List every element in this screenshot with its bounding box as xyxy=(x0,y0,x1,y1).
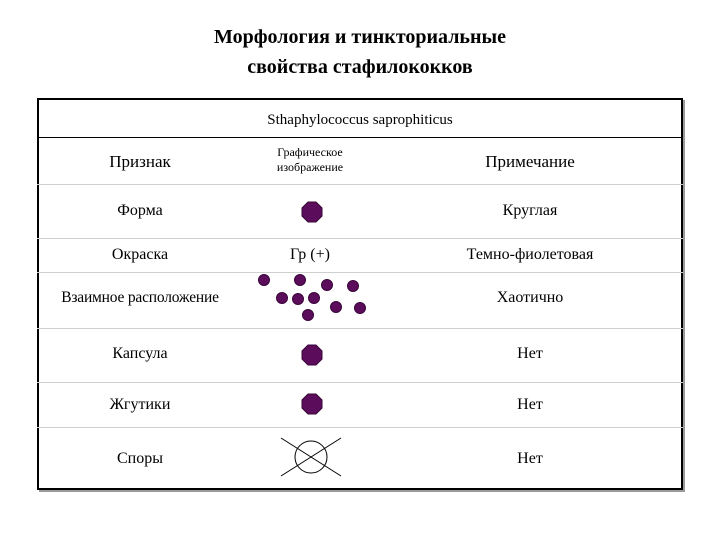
coccus-cell xyxy=(295,275,306,286)
table-divider xyxy=(37,137,683,138)
row-feature: Споры xyxy=(117,450,163,467)
row-note: Нет xyxy=(517,450,543,467)
coccus-cell xyxy=(303,310,314,321)
crossed-out-spore-icon xyxy=(279,436,343,478)
cocci-single-icon xyxy=(301,393,323,415)
coccus-cell xyxy=(331,302,342,313)
row-feature: Окраска xyxy=(111,246,169,263)
coccus-cell xyxy=(259,275,270,286)
coccus-cell xyxy=(355,303,366,314)
coccus-cell xyxy=(293,294,304,305)
header-feature: Признак xyxy=(109,152,171,171)
header-graphic-line-2: изображение xyxy=(276,160,344,174)
coccus-cell xyxy=(277,293,288,304)
table-divider xyxy=(37,382,683,383)
coccus-cell xyxy=(348,281,359,292)
row-feature: Капсула xyxy=(112,345,168,362)
row-note: Круглая xyxy=(502,202,558,219)
species-name: Sthaphylococcus saprophiticus xyxy=(267,112,453,128)
row-feature: Взаимное расположение xyxy=(61,289,219,306)
header-note: Примечание xyxy=(485,152,575,171)
gram-stain-value: Гр (+) xyxy=(290,246,330,263)
coccus-cell xyxy=(309,293,320,304)
row-feature: Жгутики xyxy=(109,396,171,413)
table-divider xyxy=(37,238,683,239)
header-graphic-line-1: Графическое xyxy=(277,145,343,159)
row-note: Нет xyxy=(517,396,543,413)
table-divider xyxy=(37,328,683,329)
table-divider xyxy=(37,184,683,185)
row-note: Темно-фиолетовая xyxy=(466,246,594,263)
cocci-single-icon xyxy=(301,344,323,366)
header-graphic xyxy=(240,145,380,175)
title-line-2: свойства стафилококков xyxy=(247,56,473,78)
row-note: Нет xyxy=(517,345,543,362)
coccus-cell xyxy=(322,280,333,291)
title-line-1: Морфология и тинкториальные xyxy=(213,26,507,48)
row-note: Хаотично xyxy=(496,289,564,306)
cocci-cluster-icon xyxy=(252,270,372,324)
cocci-single-icon xyxy=(301,201,323,223)
row-feature: Форма xyxy=(117,202,163,219)
page-title xyxy=(0,22,720,82)
table-divider xyxy=(37,427,683,428)
